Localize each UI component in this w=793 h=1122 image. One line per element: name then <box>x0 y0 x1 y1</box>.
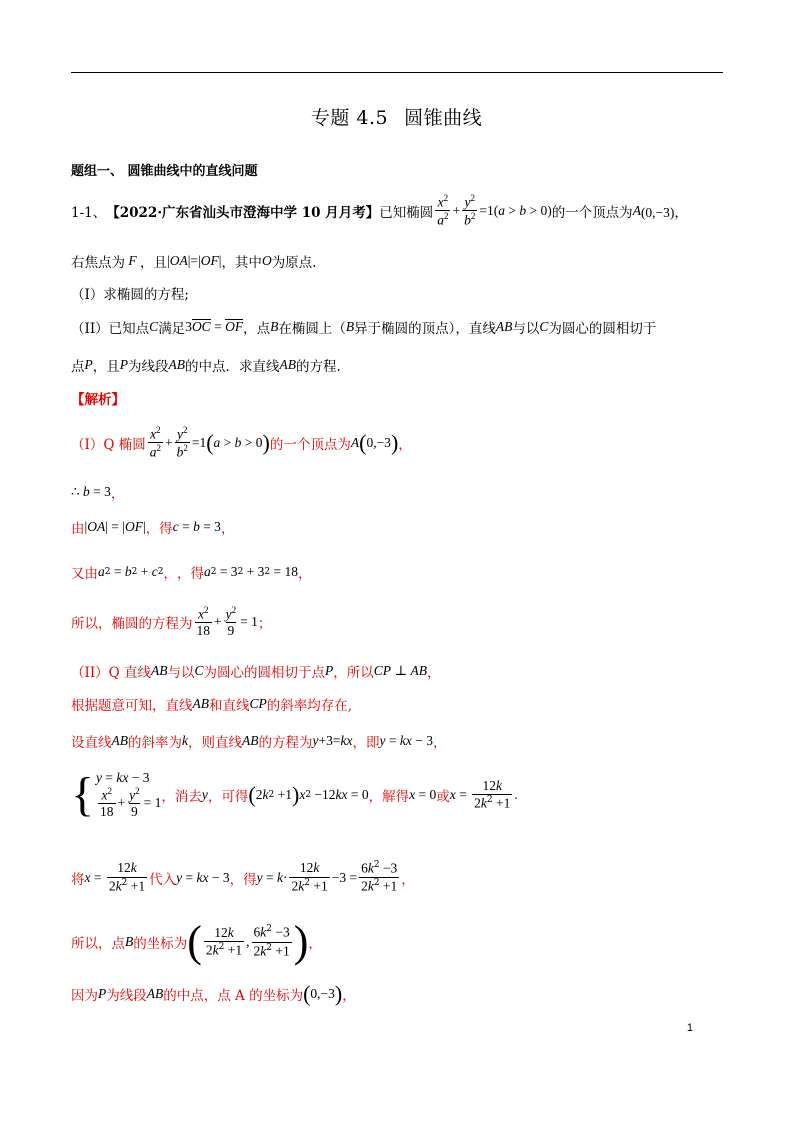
page-title <box>0 103 793 130</box>
solution-step-12: 因为 P 为线段 AB 的中点，点 A 的坐标为 ( 0,−3 ) ， <box>71 981 356 1006</box>
solution-step-5: 所以，椭圆的方程为 $\frac{x^2}{18}$ + $\frac{y^2}{9}$ = 1 ； <box>71 605 272 639</box>
solution-step-6: （II）Q 直线 AB 与以 C 为圆心的圆相切于点 P ，所以 CP ⊥ AB ， <box>71 663 441 681</box>
solution-step-7: 根据题意可知，直线 AB 和直线 CP 的斜率均存在, <box>71 696 353 714</box>
solution-step-8: 设直线 AB 的斜率为 k ，则直线 AB 的方程为 y +3= kx ，即 y = kx − 3 ， <box>71 733 447 751</box>
page-number: 1 <box>686 1022 693 1034</box>
title-topic-number: 专题 4.5 <box>310 107 389 129</box>
solution-step-3: 由 | OA | = | OF | ，得 c = b = 3 ， <box>71 519 235 537</box>
problem-part-1: （I）求椭圆的方程; <box>71 287 189 303</box>
solution-step-2: ∴ b = 3 ， <box>71 484 125 502</box>
solution-label: 【解析】 <box>71 392 125 408</box>
solution-step-10: 将 x = $\frac{12k}{2k^2 +1}$ 代入 y = kx − 3 ，得 y = k · $\frac{12k}{2k^2 +1}$ −3 = $\frac{6k^2 -3}{2k^2 +1}$ ， <box>71 860 415 894</box>
solution-step-4: 又由 a 2 = b 2 + c 2 ， ，得 a 2 = 3 2 + 3 2 = 18 ， <box>71 564 312 582</box>
solution-step-1: （I）Q 椭圆 $\frac{x^2}{a^2}$ + $\frac{y^2}{b^2}$ =1 ( a > b > 0 ) 的一个顶点为 A ( 0,−3 ) ， <box>71 425 412 460</box>
header-rule <box>71 72 723 73</box>
problem-part-2-line-1: （II）已知点 C 满足 3 OC = OF ，点 B 在椭圆上（ B 异于椭圆的顶点），直线 AB 与以 C 为圆心的圆相切于 <box>71 319 657 337</box>
problem-source: 【2022·广东省汕头市澄海中学 10 月月考】 <box>106 204 380 221</box>
problem-line-2: 右焦点为 F ，且 | OA |=| OF | ，其中 O 为原点. <box>71 253 317 271</box>
solution-step-9: { y = kx − 3 $\frac{x^2}{18}$ + $\frac{y^2}{9}$ = 1 ，消去 y ，可得 ( 2 k 2 +1 ) x 2 −12 kx = 0 ，解得 x = 0 或 x = $\frac{12k}{2k^2 +1}$ . <box>71 767 518 821</box>
problem-line-1: 1-1、 【2022·广东省汕头市澄海中学 10 月月考】 已知椭圆 $\frac{x^2}{a^2}$ + $\frac{y^2}{b^2}$ =1( a > b > 0) 的一个顶点为 A (0,−3)， <box>71 193 688 228</box>
section-heading: 题组一、 圆锥曲线中的直线问题 <box>71 164 258 179</box>
problem-part-2-line-2: 点 P ，且 P 为线段 AB 的中点．求直线 AB 的方程. <box>71 357 341 375</box>
title-topic-name: 圆锥曲线 <box>404 107 483 129</box>
solution-step-11: 所以，点 B 的坐标为 ( $\frac{12k}{2k^2 +1}$ , $\frac{6k^2 -3}{2k^2 +1}$ ) ， <box>71 917 322 966</box>
